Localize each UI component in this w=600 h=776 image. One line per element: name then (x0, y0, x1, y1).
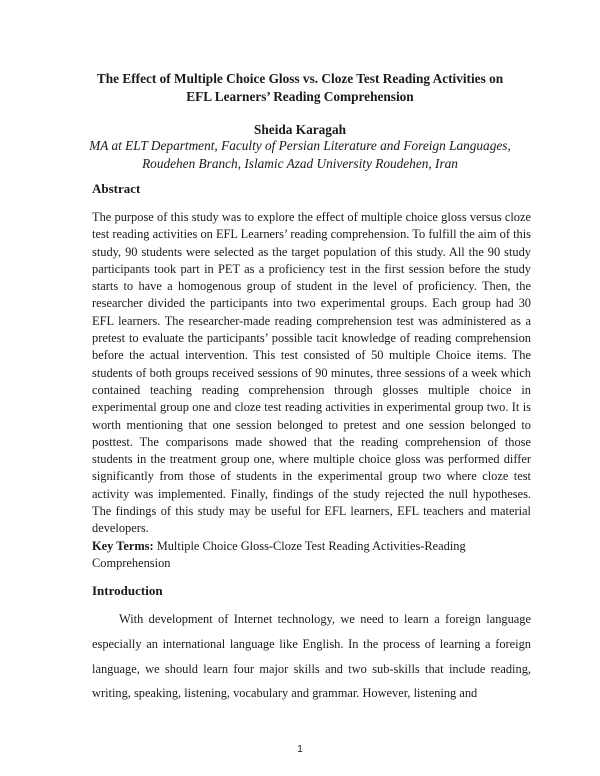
abstract-heading: Abstract (92, 181, 141, 196)
key-terms-label: Key Terms: (92, 539, 154, 553)
abstract-body: The purpose of this study was to explore the effect of multiple choice gloss versus cloze test reading activities on EFL Learners’ reading comprehension. To fulfill the aim of this study, 90 students were selected as the target population of this study. All the 90 study participants took part in PET as a proficiency test in the first session before the study starts to have a homogenous group of student in the level of proficiency. Then, the researcher divided the participants into two experimental groups. Each group had 30 EFL learners. The researcher-made reading comprehension test was administered as a pretest to evaluate the participants’ possible tacit knowledge of reading comprehension before the actual intervention. This test consisted of 50 multiple Choice items. The students of both groups received sessions of 90 minutes, three sessions of a week which contained teaching reading comprehension through glosses multiple choice in experimental group one and cloze test reading activities in experimental group two. It is worth mentioning that one session belonged to pretest and one session belonged to posttest. The comparisons made showed that the reading comprehension of those students in the treatment group one, where multiple choice gloss was performed differ significantly from those of students in the experimental group two where cloze test activity was implemented. Finally, findings of the study rejected the null hypotheses. The findings of this study may be useful for EFL learners, EFL teachers and material developers. (92, 210, 531, 536)
paper-title-line-2: EFL Learners’ Reading Comprehension (186, 89, 414, 104)
key-terms (92, 538, 531, 573)
author-name: Sheida Karagah (254, 122, 346, 137)
paper-title (70, 70, 530, 106)
introduction-body: With development of Internet technology, we need to learn a foreign language especially an international language like English. In the process of learning a foreign language, we should learn four major skills and two sub-skills that include reading, writing, speaking, listening, vocabulary and grammar. However, listening and (92, 612, 531, 701)
page-number: 1 (297, 744, 303, 755)
introduction-heading: Introduction (92, 583, 163, 598)
paper-title-line-1: The Effect of Multiple Choice Gloss vs. Cloze Test Reading Activities on (96, 71, 504, 86)
affiliation-line-1: MA at ELT Department, Faculty of Persian Literature and Foreign Languages, (89, 138, 511, 153)
affiliation-line-2: Roudehen Branch, Islamic Azad University Roudehen, Iran (142, 156, 458, 171)
key-terms-text: Multiple Choice Gloss-Cloze Test Reading Activities-Reading Comprehension (92, 539, 466, 571)
author-affiliation (60, 137, 540, 173)
